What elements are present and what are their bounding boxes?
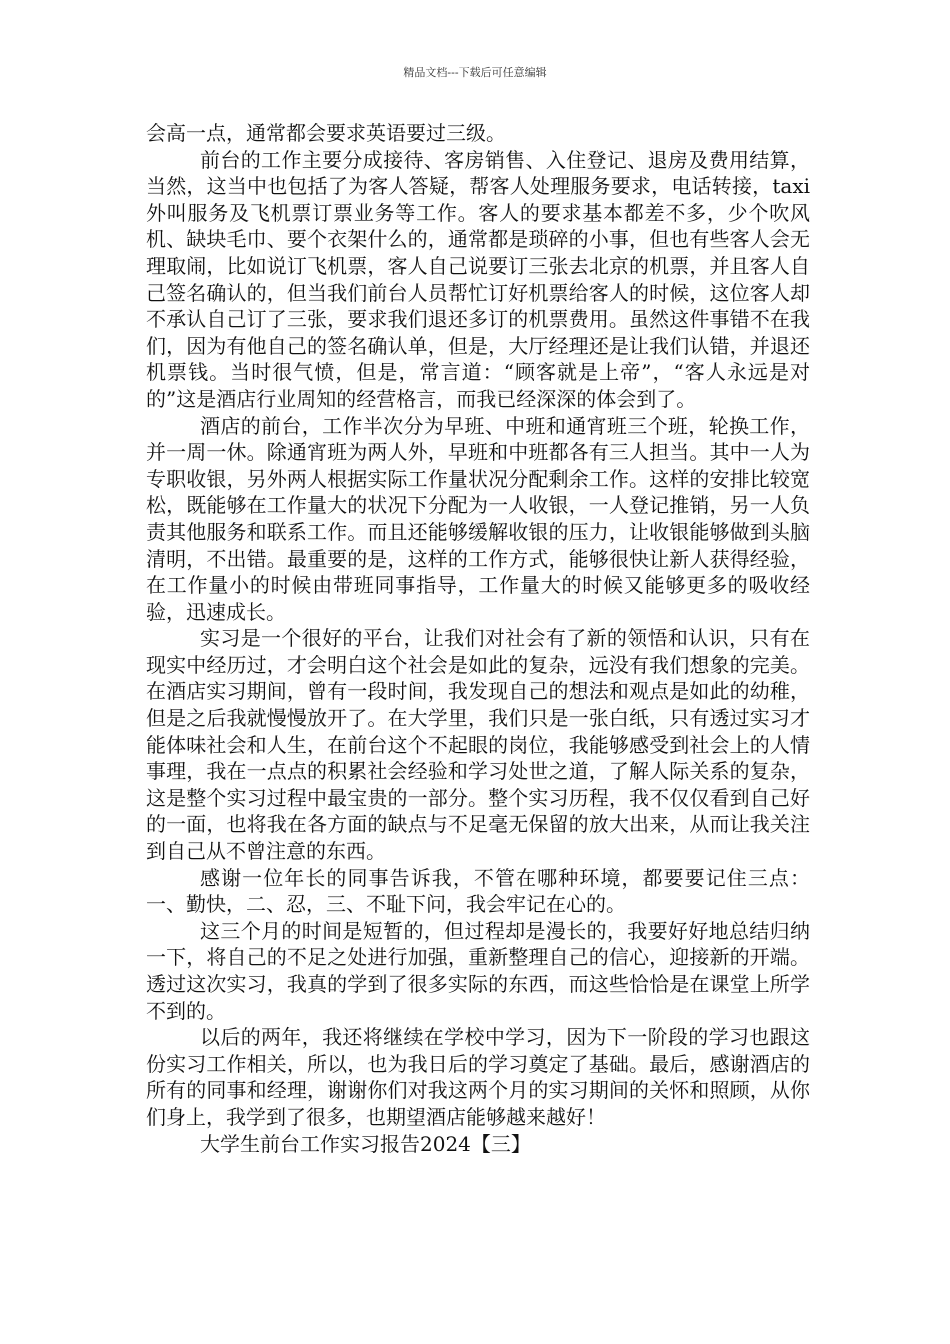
paragraph-shift-arrangement: 酒店的前台，工作半次分为早班、中班和通宵班三个班，轮换工作，并一周一休。除通宵班为两人外，早班和中班都各有三人担当。其中一人为专职收银，另外两人根据实际工作量状况分配剩余工作。这样的安排比较宽松，既能够在工作量大的状况下分配为一人收银，一人登记推销，另一人负责其他服务和联系工作。而且还能够缓解收银的压力，让收银能够做到头脑清明，不出错。最重要的是，这样的工作方式，能够很快让新人获得经验，在工作量小的时候由带班同事指导，工作量大的时候又能够更多的吸收经验，迅速成长。	[146, 413, 810, 624]
page-header: 精品文档---下载后可任意编辑	[403, 66, 547, 79]
paragraph-closing: 以后的两年，我还将继续在学校中学习，因为下一阶段的学习也跟这份实习工作相关，所以，也为我日后的学习奠定了基础。最后，感谢酒店的所有的同事和经理，谢谢你们对我这两个月的实习期间的关怀和照顾，从你们身上，我学到了很多，也期望酒店能够越来越好！	[146, 1025, 810, 1129]
paragraph-front-desk-duties: 前台的工作主要分成接待、客房销售、入住登记、退房及费用结算，当然，这当中也包括了为客人答疑，帮客人处理服务要求，电话转接，taxi外叫服务及飞机票订票业务等工作。客人的要求基本都差不多，少个吹风机、缺块毛巾、要个衣架什么的，通常都是琐碎的小事，但也有些客人会无理取闹，比如说订飞机票，客人自己说要订三张去北京的机票，并且客人自己签名确认的，但当我们前台人员帮忙订好机票给客人的时候，这位客人却不承认自己订了三张，要求我们退还多订的机票费用。虽然这件事错不在我们，因为有他自己的签名确认单，但是，大厅经理还是让我们认错，并退还机票钱。当时很气愤，但是，常言道：“顾客就是上帝”，“客人永远是对的”这是酒店行业周知的经营格言，而我已经深深的体会到了。	[146, 147, 810, 411]
paragraph-internship-reflection: 实习是一个很好的平台，让我们对社会有了新的领悟和认识，只有在现实中经历过，才会明白这个社会是如此的复杂，远没有我们想象的完美。在酒店实习期间，曾有一段时间，我发现自己的想法和观点是如此的幼稚，但是之后我就慢慢放开了。在大学里，我们只是一张白纸，只有透过实习才能体味社会和人生，在前台这个不起眼的岗位，我能够感受到社会上的人情事理，我在一点点的积累社会经验和学习处世之道，了解人际关系的复杂，这是整个实习过程中最宝贵的一部分。整个实习历程，我不仅仅看到自己好的一面，也将我在各方面的缺点与不足毫无保留的放大出来，从而让我关注到自己从不曾注意的东西。	[146, 626, 810, 864]
paragraph-continuation: 会高一点，通常都会要求英语要过三级。	[146, 121, 506, 145]
paragraph-summary: 这三个月的时间是短暂的，但过程却是漫长的，我要好好地总结归纳一下，将自己的不足之处进行加强，重新整理自己的信心，迎接新的开端。透过这次实习，我真的学到了很多实际的东西，而这些恰恰是在课堂上所学不到的。	[146, 918, 810, 1023]
document-body	[146, 120, 810, 1157]
section-heading: 大学生前台工作实习报告2024【三】	[200, 1131, 531, 1156]
paragraph-colleague-advice: 感谢一位年长的同事告诉我，不管在哪种环境，都要要记住三点：一、勤快，二、忍，三、不耻下问，我会牢记在心的。	[146, 865, 810, 917]
